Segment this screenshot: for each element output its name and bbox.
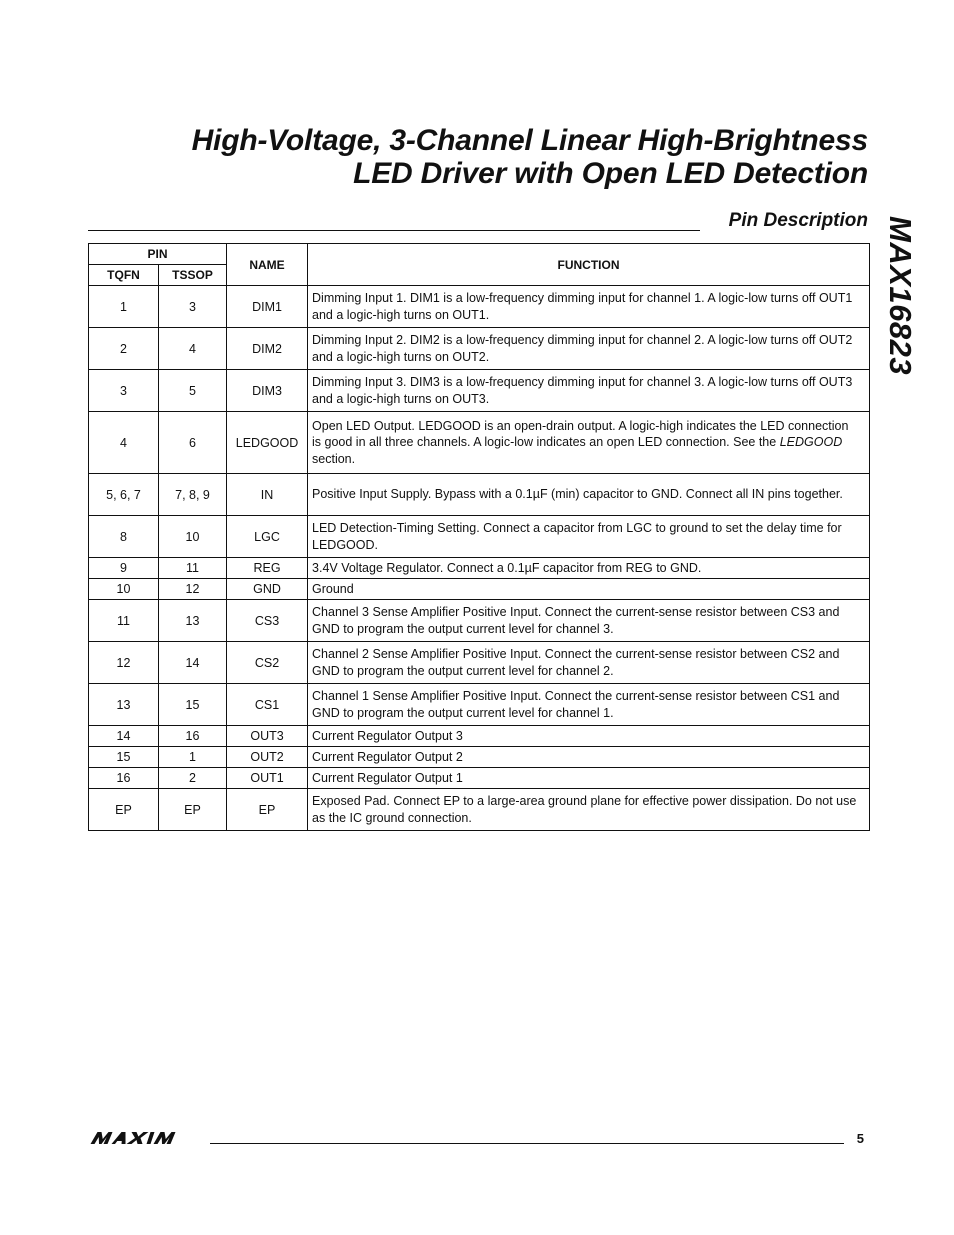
header-tssop: TSSOP [159, 265, 227, 286]
table-row [89, 579, 870, 600]
cell-function [308, 412, 870, 474]
document-title [192, 124, 868, 190]
side-part-number [878, 216, 918, 396]
cell-tqfn: 14 [89, 726, 159, 747]
cell-name: OUT2 [227, 747, 308, 768]
cell-name: GND [227, 579, 308, 600]
cell-name: OUT1 [227, 768, 308, 789]
cell-tqfn: 8 [89, 516, 159, 558]
cell-tqfn: 12 [89, 642, 159, 684]
part-number-text: MAX16823 [883, 216, 918, 376]
table-row [89, 516, 870, 558]
cell-name: LEDGOOD [227, 412, 308, 474]
cell-function: LED Detection-Timing Setting. Connect a capacitor from LGC to ground to set the delay time for LEDGOOD. [308, 516, 870, 558]
cell-name: CS2 [227, 642, 308, 684]
cell-tssop: 14 [159, 642, 227, 684]
cell-name: EP [227, 789, 308, 831]
table-row [89, 768, 870, 789]
cell-function: Channel 1 Sense Amplifier Positive Input. Connect the current-sense resistor between CS1 and GND to program the output current level for channel 1. [308, 684, 870, 726]
cell-name: CS1 [227, 684, 308, 726]
header-pin: PIN [89, 244, 227, 265]
cell-tssop: 3 [159, 286, 227, 328]
cell-tqfn: EP [89, 789, 159, 831]
cell-tqfn: 2 [89, 328, 159, 370]
cell-tssop: EP [159, 789, 227, 831]
function-italic-ref: LEDGOOD [779, 435, 843, 450]
cell-function: Current Regulator Output 1 [308, 768, 870, 789]
cell-function: Dimming Input 2. DIM2 is a low-frequency dimming input for channel 2. A logic-low turns off OUT2 and a logic-high turns on OUT2. [308, 328, 870, 370]
function-tail: section. [312, 451, 356, 466]
cell-function: Dimming Input 3. DIM3 is a low-frequency dimming input for channel 3. A logic-low turns off OUT3 and a logic-high turns on OUT3. [308, 370, 870, 412]
table-row [89, 600, 870, 642]
page-number: 5 [856, 1131, 864, 1146]
cell-name: DIM1 [227, 286, 308, 328]
cell-tqfn: 1 [89, 286, 159, 328]
cell-function: Current Regulator Output 2 [308, 747, 870, 768]
cell-tssop: 13 [159, 600, 227, 642]
table-row [89, 412, 870, 474]
title-line-1: High-Voltage, 3-Channel Linear High-Brightness [191, 124, 868, 157]
cell-tssop: 1 [159, 747, 227, 768]
cell-function: Channel 3 Sense Amplifier Positive Input. Connect the current-sense resistor between CS3 and GND to program the output current level for channel 3. [308, 600, 870, 642]
cell-function: Dimming Input 1. DIM1 is a low-frequency dimming input for channel 1. A logic-low turns off OUT1 and a logic-high turns on OUT1. [308, 286, 870, 328]
cell-tqfn: 3 [89, 370, 159, 412]
cell-tqfn: 15 [89, 747, 159, 768]
cell-name: OUT3 [227, 726, 308, 747]
cell-function: Current Regulator Output 3 [308, 726, 870, 747]
cell-tqfn: 9 [89, 558, 159, 579]
cell-tssop: 16 [159, 726, 227, 747]
header-name: NAME [227, 244, 308, 286]
cell-tssop: 5 [159, 370, 227, 412]
table-row [89, 474, 870, 516]
cell-tssop: 10 [159, 516, 227, 558]
table-row [89, 642, 870, 684]
cell-tssop: 6 [159, 412, 227, 474]
cell-tssop: 4 [159, 328, 227, 370]
cell-tqfn: 10 [89, 579, 159, 600]
table-row [89, 286, 870, 328]
table-row [89, 726, 870, 747]
cell-tssop: 12 [159, 579, 227, 600]
section-title: Pin Description [728, 210, 868, 231]
table-row [89, 370, 870, 412]
cell-tssop: 15 [159, 684, 227, 726]
cell-tqfn: 4 [89, 412, 159, 474]
cell-name: LGC [227, 516, 308, 558]
cell-tssop: 11 [159, 558, 227, 579]
title-line-2: LED Driver with Open LED Detection [353, 157, 868, 190]
cell-function: Ground [308, 579, 870, 600]
header-tqfn: TQFN [89, 265, 159, 286]
cell-name: DIM3 [227, 370, 308, 412]
cell-tssop: 7, 8, 9 [159, 474, 227, 516]
table-row [89, 558, 870, 579]
cell-name: REG [227, 558, 308, 579]
cell-function: Exposed Pad. Connect EP to a large-area ground plane for effective power dissipation. Do not use as the IC ground connection. [308, 789, 870, 831]
table-row [89, 328, 870, 370]
cell-tssop: 2 [159, 768, 227, 789]
footer-divider [210, 1143, 844, 1144]
cell-function: Positive Input Supply. Bypass with a 0.1µF (min) capacitor to GND. Connect all IN pins together. [308, 474, 870, 516]
cell-function: Channel 2 Sense Amplifier Positive Input. Connect the current-sense resistor between CS2 and GND to program the output current level for channel 2. [308, 642, 870, 684]
section-divider [88, 230, 700, 231]
cell-tqfn: 5, 6, 7 [89, 474, 159, 516]
cell-function: 3.4V Voltage Regulator. Connect a 0.1µF capacitor from REG to GND. [308, 558, 870, 579]
table-row [89, 747, 870, 768]
pin-description-table [88, 243, 870, 831]
function-text: Open LED Output. LEDGOOD is an open-drain output. A logic-high indicates the LED connection is good in all three channels. A logic-low indicates an open LED connection. See the [312, 418, 849, 450]
cell-tqfn: 16 [89, 768, 159, 789]
cell-name: CS3 [227, 600, 308, 642]
maxim-logo [88, 1130, 200, 1146]
cell-tqfn: 13 [89, 684, 159, 726]
table-row [89, 684, 870, 726]
cell-tqfn: 11 [89, 600, 159, 642]
table-row [89, 789, 870, 831]
cell-name: DIM2 [227, 328, 308, 370]
cell-name: IN [227, 474, 308, 516]
header-function: FUNCTION [308, 244, 870, 286]
